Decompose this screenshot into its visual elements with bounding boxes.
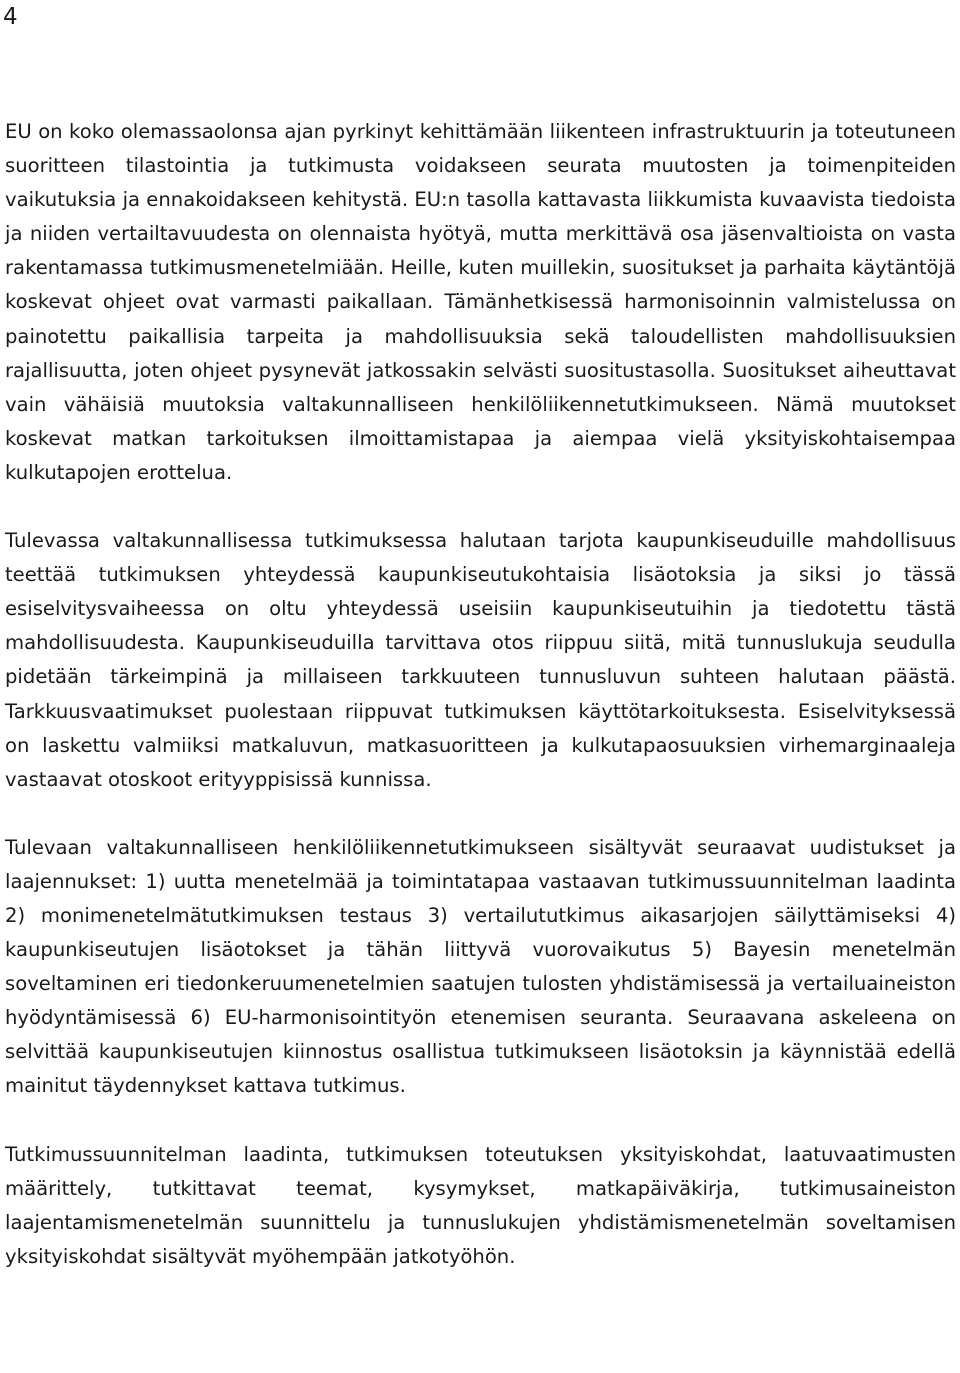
paragraph-further-work: Tutkimussuunnitelman laadinta, tutkimuksen toteutuksen yksityiskohdat, laatuvaatimusten määrittely, tutkittavat teemat, kysymykset, matkapäiväkirja, tutkimusaineiston laajentamismenetelmän suunnittelu ja tunnuslukujen yhdistämismenetelmän soveltamisen yksityiskohdat sisältyvät myöhempään jatkotyöhön. [5,1142,956,1268]
paragraph-regional-samples: Tulevassa valtakunnallisessa tutkimuksessa halutaan tarjota kaupunkiseuduille mahdollisuus teettää tutkimuksen yhteydessä kaupunkiseutukohtaisia lisäotoksia ja siksi jo tässä esiselvitysvaiheessa on oltu yhteydessä useisiin kaupunkiseutuihin ja tiedotettu tästä mahdollisuudesta. Kaupunkiseuduilla tarvittava otos riippuu siitä, mitä tunnuslukuja seudulla pidetään tärkeimpinä ja millaiseen tarkkuuteen tunnusluvun suhteen halutaan päästä. Tarkkuusvaatimukset puolestaan riippuvat tutkimuksen käyttötarkoituksesta. Esiselvityksessä on laskettu valmiiksi matkaluvun, matkasuoritteen ja kulkutapaosuuksien virhemarginaaleja vastaavat otoskoot erityyppisissä kunnissa. [5,529,956,791]
paragraph-reforms-list: Tulevaan valtakunnalliseen henkilöliikennetutkimukseen sisältyvät seuraavat uudistukset ja laajennukset: 1) uutta menetelmää ja toimintatapaa vastaavan tutkimussuunnitelman laadinta 2) monimenetelmätutkimuksen testaus 3) vertailututkimus aikasarjojen säilyttämiseksi 4) kaupunkiseutujen lisäotokset ja tähän liittyvä vuorovaikutus 5) Bayesin menetelmän soveltaminen eri tiedonkeruumenetelmien saatujen tulosten yhdistämisessä ja vertailuaineiston hyödyntämisessä 6) EU-harmonisointityön etenemisen seuranta. Seuraavana askeleena on selvittää kaupunkiseutujen kiinnostus osallistua tutkimukseen lisäotoksin ja käynnistää edellä mainitut täydennykset kattava tutkimus. [5,835,956,1098]
paragraph-eu-harmonisation: EU on koko olemassaolonsa ajan pyrkinyt kehittämään liikenteen infrastruktuurin ja toteutuneen suoritteen tilastointia ja tutkimusta voidakseen seurata muutosten ja toimenpiteiden vaikutuksia ja ennakoidakseen kehitystä. EU:n tasolla kattavasta liikkumista kuvaavista tiedoista ja niiden vertailtavuudesta on olennaista hyötyä, mutta merkittävä osa jäsenvaltioista on vasta rakentamassa tutkimusmenetelmiään. Heille, kuten muillekin, suositukset ja parhaita käytäntöjä koskevat ohjeet ovat varmasti paikallaan. Tämänhetkisessä harmonisoinnin valmistelussa on painotettu paikallisia tarpeita ja mahdollisuuksia sekä taloudellisten mahdollisuuksien rajallisuutta, joten ohjeet pysynevät jatkossakin selvästi suositustasolla. Suositukset aiheuttavat vain vähäisiä muutoksia valtakunnalliseen henkilöliikennetutkimukseen. Nämä muutokset koskevat matkan tarkoituksen ilmoittamistapaa ja aiempaa vielä yksityiskohtaisempaa kulkutapojen erottelua. [5,120,956,484]
document-body [5,115,956,1274]
page-number: 4 [3,4,18,30]
